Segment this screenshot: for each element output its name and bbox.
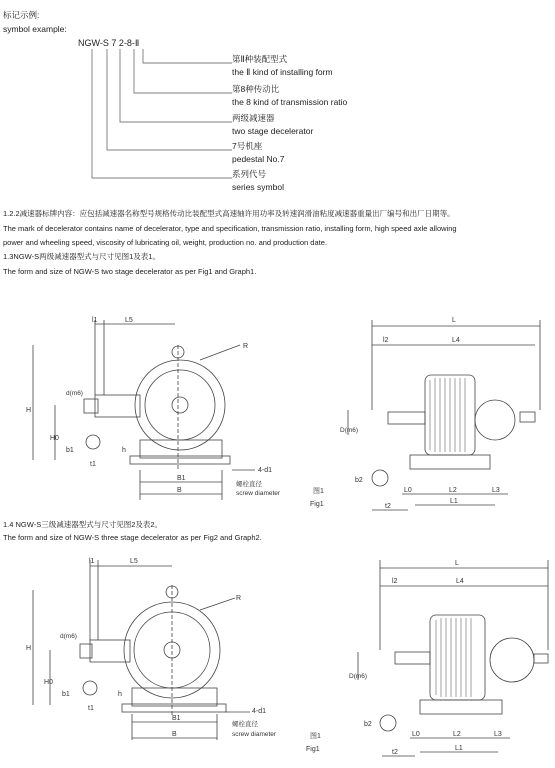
fig2-label-d1: 4-d1 [252,708,267,715]
fig1-side-label-l3: L3 [492,487,500,494]
fig2-label-h0: H0 [44,679,53,686]
fig2-caption-en: Fig1 [306,746,320,753]
fig1-label-d1: 4-d1 [258,467,273,474]
symbol-item-2-cn: 第8种传动比 [232,84,280,94]
fig1-side-label-d: D(m6) [340,427,359,434]
fig2-side-label-l1: L1 [455,745,463,752]
fig1-side-label-l2: l2 [383,337,389,344]
symbol-item-5-en: series symbol [232,182,284,192]
fig1-label-l1: l1 [92,317,98,324]
fig2-side-label-l: L [455,560,459,567]
fig2-side-label-t2: t2 [392,749,398,756]
fig2-label-h: H [26,645,32,652]
symbol-item-4-en: pedestal No.7 [232,154,285,164]
fig2-side-label-d: D(m6) [349,673,368,680]
section-14-en: The form and size of NGW-S three stage decelerator as per Fig2 and Graph2. [3,533,262,542]
fig1-label-hsmall: h [122,447,126,454]
fig1-label-screw-cn: 螺栓直径 [236,481,262,488]
fig1-side-label-t2: t2 [385,503,391,510]
section-14-cn: 1.4 NGW-S三级减速器型式与尺寸见图2及表2。 [3,520,163,529]
fig2-label-l1: l1 [89,558,95,565]
fig1-label-d: d(m6) [66,390,83,397]
section-122-cn: 1.2.2减速器标牌内容：应包括减速器名称型号规格传动比装配型式高速轴许用功率及转速润滑油粘度减速器重量出厂编号和出厂日期等。 [3,209,455,218]
fig1-label-screw-en: screw diameter [236,490,281,497]
fig2-label-screw-cn: 螺栓直径 [232,721,258,728]
fig1-side-label-l1: L1 [450,498,458,505]
symbol-item-2-en: the 8 kind of transmission ratio [232,97,348,107]
fig1-label-t1: t1 [90,461,96,468]
fig1-side-label-l: L [452,317,456,324]
fig2-side-label-l3: L3 [494,731,502,738]
fig1-side-label-l2cap: L2 [449,487,457,494]
fig1-label-b: B [177,487,182,494]
fig1-label-r: R [243,343,249,350]
fig2-side-label-l4: L4 [456,578,464,585]
symbol-item-1-cn: 第Ⅱ种装配型式 [232,54,288,64]
fig1-label-h0: H0 [50,435,59,442]
fig2-label-b: B [172,731,177,738]
symbol-code: NGW-S 7 2-8-Ⅱ [78,38,140,48]
symbol-title-en: symbol example: [3,24,67,34]
fig1-label-b1cap: B1 [177,475,186,482]
symbol-item-1-en: the Ⅱ kind of installing form [232,67,333,77]
fig1-label-l5: L5 [125,317,133,324]
symbol-item-5-cn: 系列代号 [232,169,267,179]
fig1-label-h: H [26,407,32,414]
symbol-item-3-cn: 两级减速器 [232,113,275,123]
fig2-side-label-l2cap: L2 [453,731,461,738]
fig2-label-l5: L5 [130,558,138,565]
fig2-label-d: d(m6) [60,633,77,640]
fig2-label-t1: t1 [88,705,94,712]
fig2-side-label-b2: b2 [364,721,372,728]
section-13-en: The form and size of NGW-S two stage decelerator as per Fig1 and Graph1. [3,267,257,276]
fig2-side-label-l2: l2 [392,578,398,585]
fig2-label-b1cap: B1 [172,715,181,722]
fig2-label-r: R [236,595,242,602]
fig1-side-label-l4: L4 [452,337,460,344]
symbol-title-cn: 标记示例: [3,10,40,20]
fig2-side-label-l0: L0 [412,731,420,738]
fig1-side-label-b2: b2 [355,477,363,484]
section-122-en-2: power and wheeling speed, viscosity of lubricating oil, weight, production no. and production date. [3,238,327,247]
fig2-label-b1: b1 [62,691,70,698]
fig1-side-label-l0: L0 [404,487,412,494]
fig1-caption-cn: 图1 [313,488,324,495]
fig1-caption-en: Fig1 [310,501,324,508]
fig2-label-screw-en: screw diameter [232,731,277,738]
symbol-item-3-en: two stage decelerator [232,126,314,136]
section-122-en-1: The mark of decelerator contains name of decelerator, type and specification, transmission ratio, installing form, high speed axle allowing [3,224,457,233]
fig2-caption-cn: 图1 [310,733,321,740]
symbol-item-4-cn: 7号机座 [232,141,263,151]
section-13-cn: 1.3NGW-S两级减速器型式与尺寸见图1及表1。 [3,252,160,261]
fig1-label-b1: b1 [66,447,74,454]
fig2-label-hsmall: h [118,691,122,698]
